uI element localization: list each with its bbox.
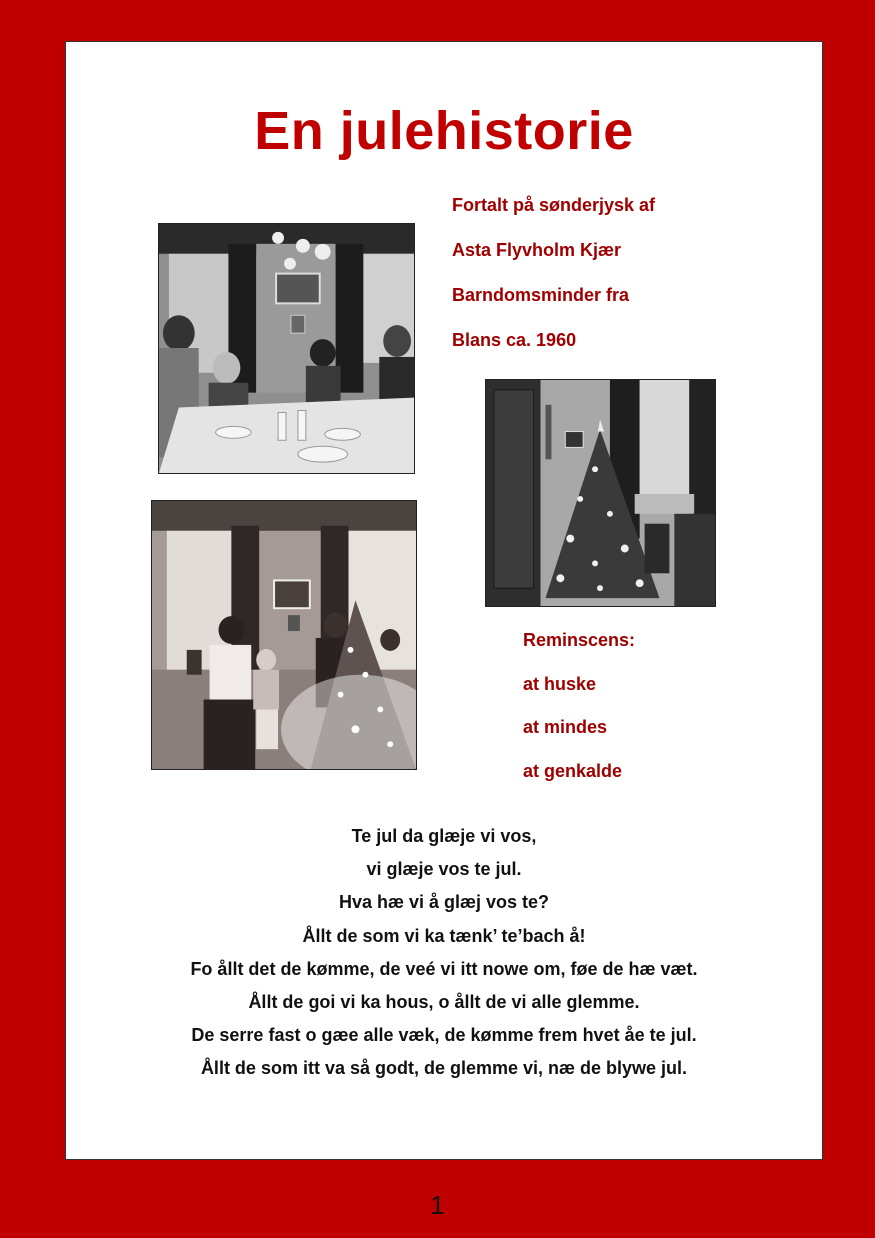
reminiscence-line: at mindes [523,717,608,737]
photo-christmas-tree-door [485,379,716,607]
intro-line: Asta Flyvholm Kjær [452,240,622,260]
poem-line: Te jul da glæje vi vos, [351,826,537,846]
intro-line: Barndomsminder fra [452,285,630,305]
document-page [65,41,823,1160]
poem-line: Fo ållt det de kømme, de veé vi itt nowe om, føe de hæ væt. [190,958,698,979]
reminiscence-line: at genkalde [523,760,623,781]
poem-line: Ållt de som vi ka tænk’ te’bach å! [302,925,586,946]
page-title: En julehistorie [254,101,634,161]
reminiscence-heading: Reminscens: [523,630,636,650]
intro-line: Fortalt på sønderjysk af [452,195,656,215]
photo-family-christmas-tree [151,500,417,770]
poem-line: Ållt de goi vi ka hous, o ållt de vi alle glemme. [248,991,640,1012]
reminiscence-line: at huske [523,673,597,694]
intro-block [452,192,655,372]
reminiscence-block [523,627,635,801]
poem-line: Ållt de som itt va så godt, de glemme vi, næ de blywe jul. [200,1058,688,1079]
page-number: 1 [430,1190,445,1220]
poem-line: vi glæje vos te jul. [366,859,522,880]
poem [66,824,822,1090]
poem-line: De serre fast o gæe alle væk, de kømme frem hvet åe te jul. [191,1025,697,1046]
poem-line: Hva hæ vi å glæj vos te? [338,892,550,913]
photo-family-dinner [158,223,415,474]
intro-line: Blans ca. 1960 [452,330,577,350]
